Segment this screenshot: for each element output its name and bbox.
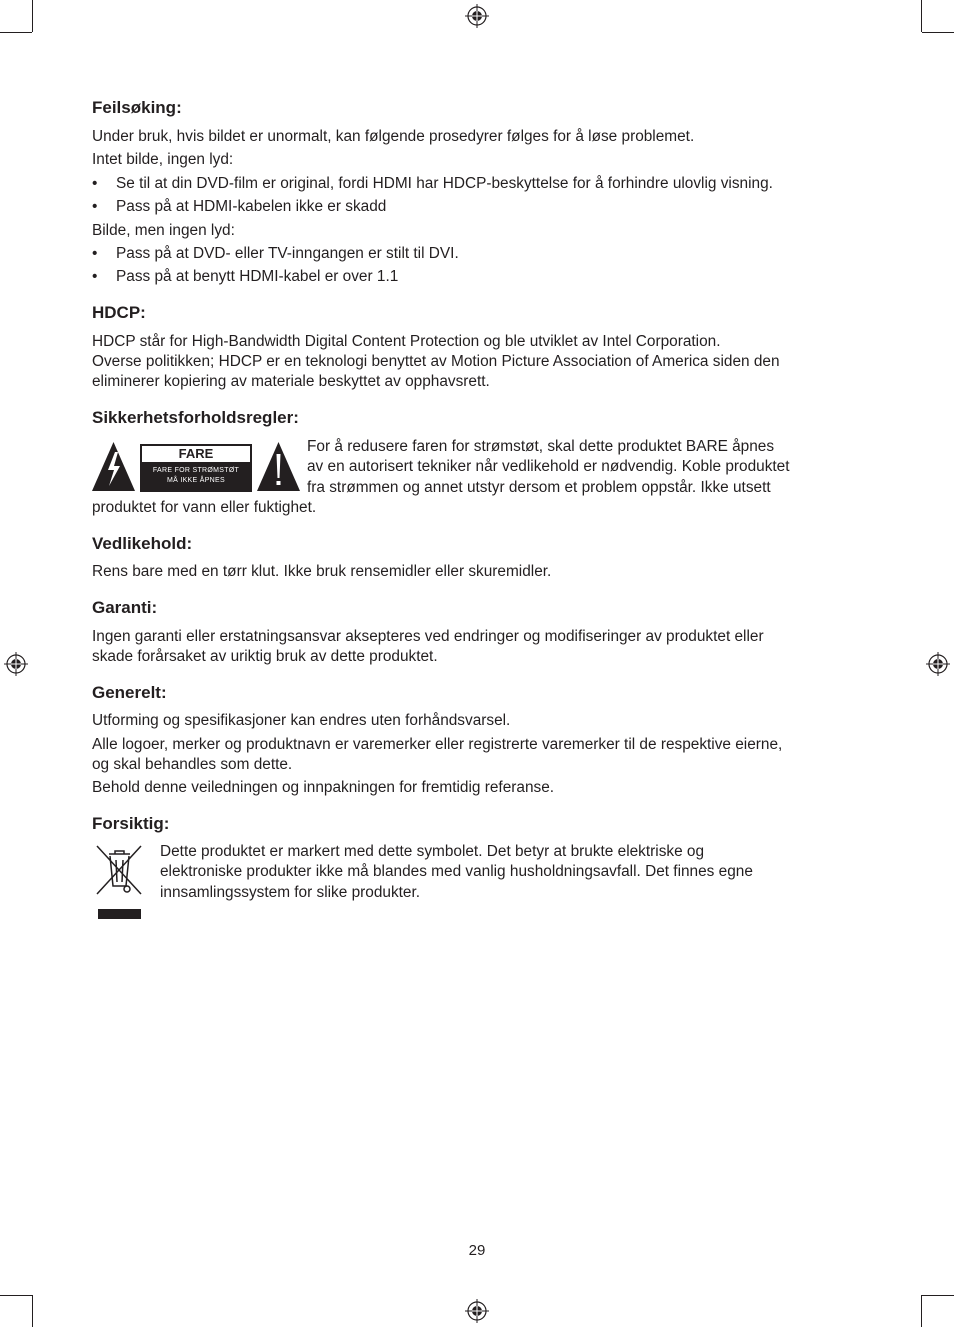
registration-mark-icon <box>926 652 950 676</box>
crop-mark <box>32 1295 33 1327</box>
page-number: 29 <box>468 1242 486 1259</box>
heading-sikkerhet: Sikkerhetsforholdsregler: <box>92 408 299 427</box>
forsiktig-line: Dette produktet er markert med dette symbolet. Det betyr at brukte elektriske og <box>160 843 705 860</box>
heading-garanti: Garanti: <box>92 598 158 617</box>
crop-mark <box>921 1295 922 1327</box>
heading-forsiktig: Forsiktig: <box>92 814 170 833</box>
crop-mark <box>921 0 922 32</box>
list-item-text: Se til at din DVD-film er original, fordi HDMI har HDCP-beskyttelse for å forhindre ulovlig visning. <box>116 175 773 192</box>
bullet-dot: • <box>92 175 98 192</box>
crop-mark <box>32 0 33 32</box>
crossed-bin-weee-icon <box>94 842 144 920</box>
sikkerhet-line: fra strømmen og annet utstyr dersom et problem oppstår. Ikke utsett <box>307 479 771 496</box>
generelt-text: Alle logoer, merker og produktnavn er varemerker eller registrerte varemerker til de respektive eierne, <box>92 736 783 753</box>
registration-mark-icon <box>465 4 489 28</box>
bullet-dot: • <box>92 268 98 285</box>
fare-label-sub2: MÅ IKKE ÅPNES <box>167 477 225 484</box>
heading-feilsoking: Feilsøking: <box>92 98 182 117</box>
registration-mark-icon <box>4 652 28 676</box>
heading-vedlikehold: Vedlikehold: <box>92 534 193 553</box>
hdcp-line: Overse politikken; HDCP er en teknologi benyttet av Motion Picture Association of America siden den <box>92 353 780 370</box>
registration-mark-icon <box>465 1299 489 1323</box>
fare-label-title: FARE <box>142 446 250 462</box>
forsiktig-line: elektroniske produkter ikke må blandes med vanlig husholdningsavfall. Det finnes egne <box>160 863 753 880</box>
fare-label <box>140 444 252 492</box>
list-item-text: Pass på at HDMI-kabelen ikke er skadd <box>116 198 387 215</box>
list-item-text: Pass på at DVD- eller TV-inngangen er stilt til DVI. <box>116 245 459 262</box>
generelt-text: Utforming og spesifikasjoner kan endres uten forhåndsvarsel. <box>92 712 511 729</box>
list-item-text: Pass på at benytt HDMI-kabel er over 1.1 <box>116 268 399 285</box>
crop-mark <box>922 1295 954 1296</box>
fare-label-sub1: FARE FOR STRØMSTØT <box>152 467 240 474</box>
lightning-warning-icon <box>91 440 136 492</box>
garanti-line: Ingen garanti eller erstatningsansvar aksepteres ved endringer og modifiseringer av produktet eller <box>92 628 764 645</box>
garanti-line: skade forårsaket av uriktig bruk av dette produktet. <box>92 648 438 665</box>
heading-hdcp: HDCP: <box>92 303 146 322</box>
heading-generelt: Generelt: <box>92 683 167 702</box>
feilsoking-intro: Under bruk, hvis bildet er unormalt, kan følgende prosedyrer følges for å løse problemet. <box>92 128 695 145</box>
bullet-dot: • <box>92 245 98 262</box>
sikkerhet-line: av en autorisert tekniker når vedlikehold er nødvendig. Koble produktet <box>307 458 790 475</box>
fare-label-subtitle <box>140 466 252 486</box>
sikkerhet-line: produktet for vann eller fuktighet. <box>92 499 317 516</box>
hdcp-line: HDCP står for High-Bandwidth Digital Content Protection og ble utviklet av Intel Corporation. <box>92 333 721 350</box>
exclamation-warning-icon <box>256 440 301 492</box>
crop-mark <box>0 32 32 33</box>
vedlikehold-text: Rens bare med en tørr klut. Ikke bruk rensemidler eller skuremidler. <box>92 563 552 580</box>
crop-mark <box>922 32 954 33</box>
hdcp-line: eliminerer kopiering av materiale beskyttet av opphavsrett. <box>92 373 490 390</box>
forsiktig-line: innsamlingssystem for slike produkter. <box>160 884 421 901</box>
crop-mark <box>0 1295 32 1296</box>
generelt-text: Behold denne veiledningen og innpakningen for fremtidig referanse. <box>92 779 555 796</box>
feilsoking-case2: Bilde, men ingen lyd: <box>92 222 235 239</box>
feilsoking-case1: Intet bilde, ingen lyd: <box>92 151 234 168</box>
generelt-text: og skal behandles som dette. <box>92 756 293 773</box>
sikkerhet-line: For å redusere faren for strømstøt, skal dette produktet BARE åpnes <box>307 438 775 455</box>
bullet-dot: • <box>92 198 98 215</box>
